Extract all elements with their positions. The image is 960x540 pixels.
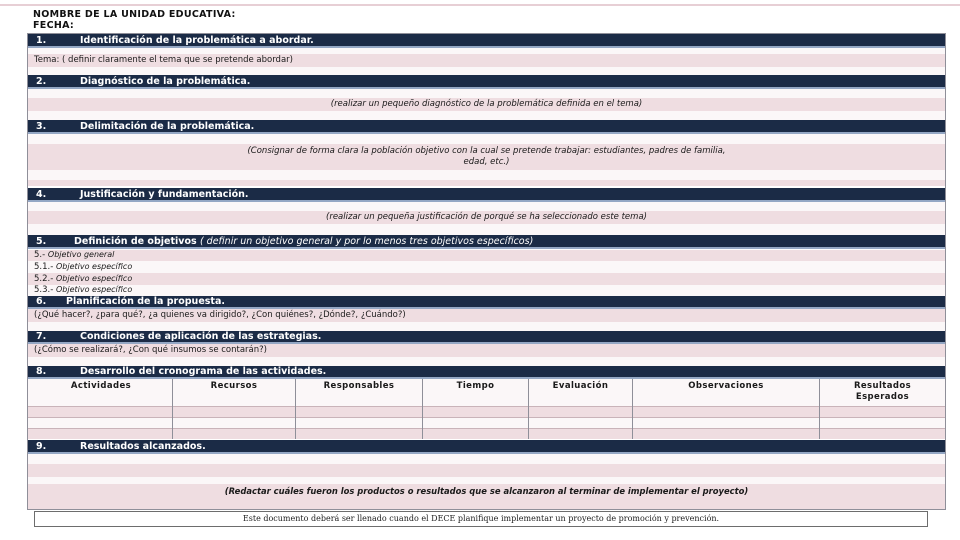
section-3-header (28, 120, 945, 134)
schedule-row[interactable] (28, 417, 945, 428)
column-divider (632, 379, 633, 439)
date-label: FECHA: (33, 20, 75, 31)
objective-code: 5.3.- (34, 285, 54, 295)
justification-prompt: (realizar un pequeña justificación de porqué se ha seleccionado este tema) (326, 212, 647, 222)
col-header-line1: Resultados (853, 381, 912, 391)
col-header-evaluation: Evaluación (552, 381, 609, 391)
section-7-field[interactable] (28, 344, 945, 357)
section-9-field[interactable] (28, 464, 945, 477)
section-9-results-field[interactable] (28, 484, 945, 509)
col-header-resources: Recursos (210, 381, 258, 391)
section-4-field[interactable] (28, 211, 945, 224)
section-title: Condiciones de aplicación de las estrategias. (80, 331, 322, 342)
objective-label: Objetivo específico (56, 274, 133, 283)
top-divider (0, 4, 960, 6)
section-2-header (28, 75, 945, 89)
objective-label: Objetivo específico (56, 262, 133, 271)
section-number: 4. (36, 189, 47, 200)
section-9-header (28, 440, 945, 454)
topic-prompt: Tema: ( definir claramente el tema que se pretende abordar) (34, 55, 293, 65)
diagnosis-prompt: (realizar un pequeño diagnóstico de la problemática definida en el tema) (330, 99, 643, 109)
section-7-header (28, 331, 945, 344)
col-header-expected-results (820, 381, 945, 402)
section-number: 6. (36, 296, 47, 307)
section-6-header (28, 296, 945, 309)
objective-code: 5.2.- (34, 274, 54, 284)
planning-prompt: (¿Qué hacer?, ¿para qué?, ¿a quienes va dirigido?, ¿Con quiénes?, ¿Dónde?, ¿Cuándo?) (34, 310, 406, 320)
col-header-line2: Esperados (855, 392, 910, 402)
objective-code: 5.1.- (34, 262, 54, 272)
col-header-activities: Actividades (70, 381, 132, 391)
objective-row[interactable] (28, 273, 945, 285)
objective-row[interactable] (28, 285, 945, 296)
footer-note: Este documento deberá ser llenado cuando el DECE planifique implementar un proyecto de promoción y prevención. (34, 511, 928, 527)
section-title: Justificación y fundamentación. (80, 189, 249, 200)
section-number: 8. (36, 366, 47, 377)
schedule-row[interactable] (28, 428, 945, 439)
section-3-field[interactable] (28, 144, 945, 170)
project-form (27, 33, 946, 510)
section-number: 3. (36, 121, 47, 132)
section-number: 7. (36, 331, 47, 342)
section-6-field[interactable] (28, 309, 945, 322)
objective-row[interactable] (28, 250, 945, 261)
objectives-title: Definición de objetivos (74, 236, 197, 247)
objective-label: Objetivo específico (56, 285, 133, 294)
section-title: Desarrollo del cronograma de las actividades. (80, 366, 327, 377)
section-title: Resultados alcanzados. (80, 441, 206, 452)
col-header-responsibles: Responsables (323, 381, 395, 391)
schedule-row[interactable] (28, 406, 945, 417)
school-name-label: NOMBRE DE LA UNIDAD EDUCATIVA: (33, 9, 236, 20)
section-1-field[interactable] (28, 54, 945, 67)
section-title (74, 236, 533, 247)
column-divider (819, 379, 820, 439)
section-number: 5. (36, 236, 47, 247)
column-divider (528, 379, 529, 439)
section-5-header (28, 235, 945, 249)
delimitation-prompt-line1: (Consignar de forma clara la población objetivo con la cual se pretende trabajar: estudiantes, padres de familia, (247, 146, 726, 156)
section-title: Diagnóstico de la problemática. (80, 76, 251, 87)
section-4-header (28, 188, 945, 202)
section-number: 2. (36, 76, 47, 87)
section-title: Planificación de la propuesta. (66, 296, 225, 307)
column-divider (172, 379, 173, 439)
objective-code: 5.- (34, 250, 46, 260)
objectives-note: ( definir un objetivo general y por lo menos tres objetivos específicos) (199, 236, 534, 247)
section-title: Identificación de la problemática a abordar. (80, 35, 314, 46)
results-prompt: (Redactar cuáles fueron los productos o resultados que se alcanzaron al terminar de implementar el proyecto) (224, 486, 749, 496)
col-header-time: Tiempo (456, 381, 495, 391)
column-divider (295, 379, 296, 439)
section-2-field[interactable] (28, 98, 945, 111)
section-8-header (28, 366, 945, 379)
column-divider (422, 379, 423, 439)
objective-label: Objetivo general (47, 250, 115, 259)
section-number: 9. (36, 441, 47, 452)
section-number: 1. (36, 35, 47, 46)
conditions-prompt: (¿Cómo se realizará?, ¿Con qué insumos se contarán?) (34, 345, 267, 355)
objective-row[interactable] (28, 261, 945, 273)
section-1-header (28, 34, 945, 48)
col-header-observations: Observaciones (688, 381, 764, 391)
delimitation-prompt-line2: edad, etc.) (463, 157, 510, 167)
section-title: Delimitación de la problemática. (80, 121, 255, 132)
